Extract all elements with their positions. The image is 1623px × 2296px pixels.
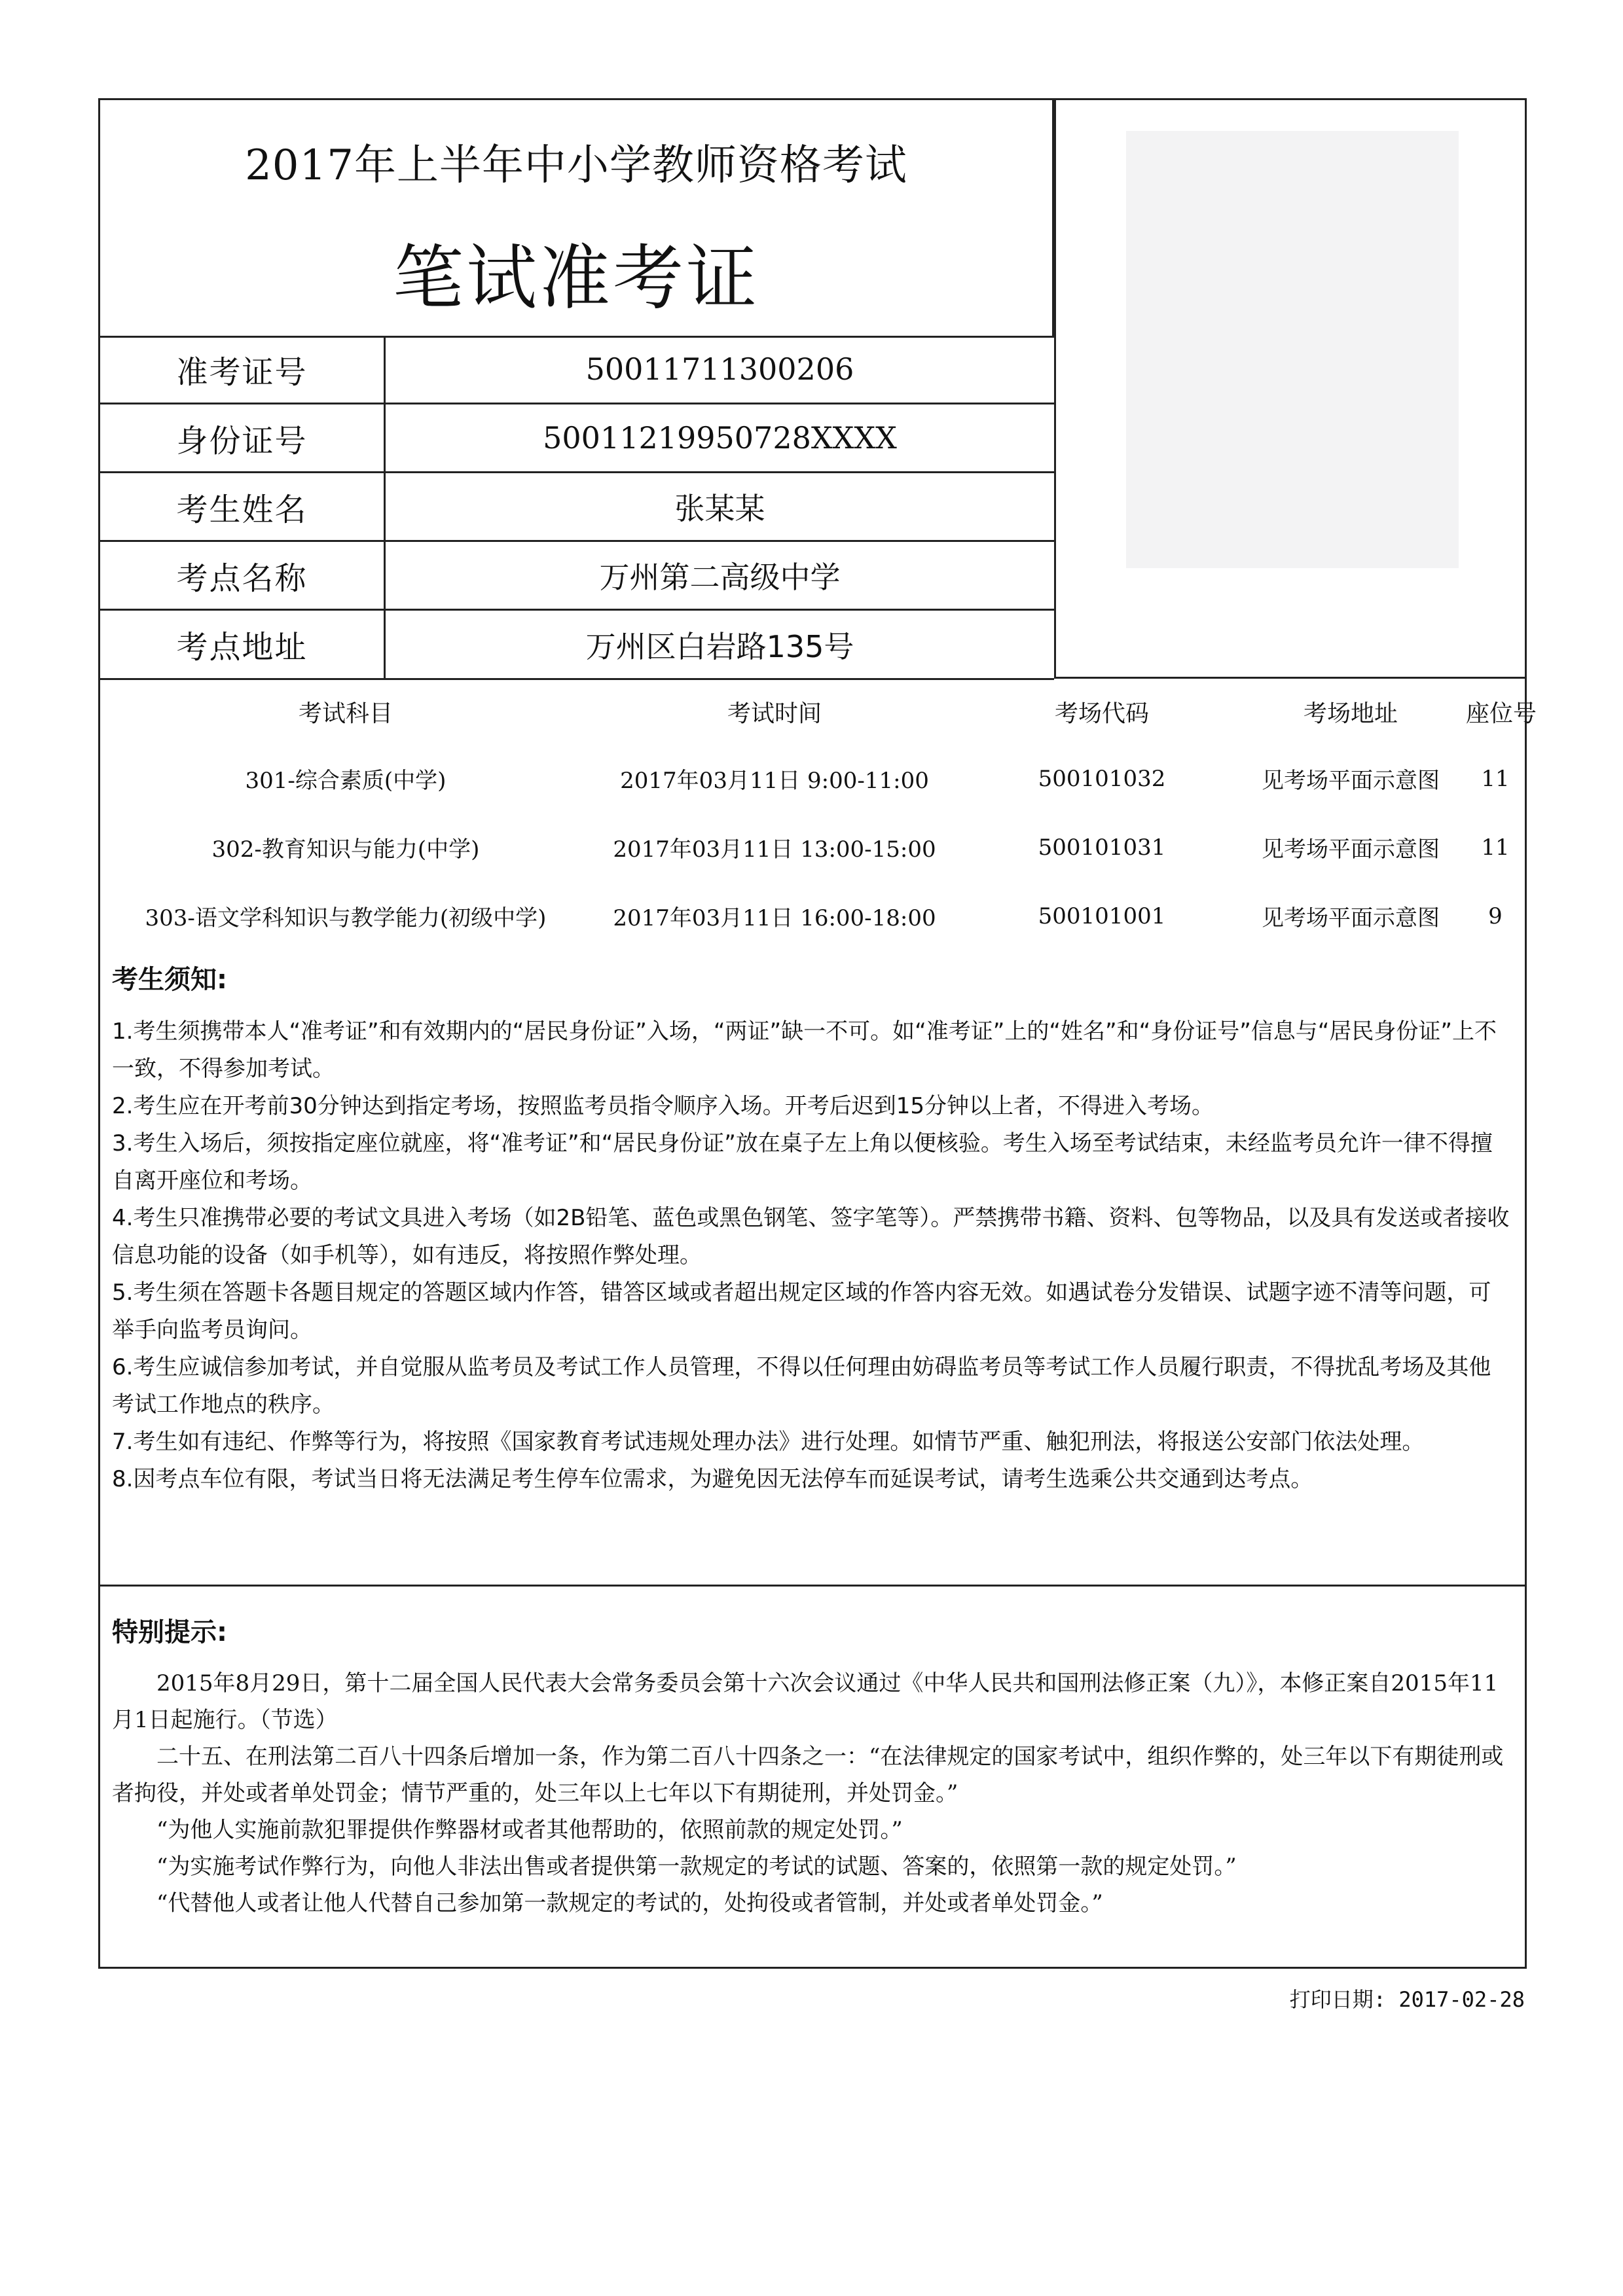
candidate-info-table bbox=[100, 336, 1054, 680]
table-row bbox=[100, 882, 1527, 950]
info-row-id-number bbox=[100, 404, 1054, 473]
subject-cell: 302-教育知识与能力(中学) bbox=[211, 836, 480, 863]
print-date: 打印日期: 2017-02-28 bbox=[1289, 1987, 1525, 2012]
column-header-room-address: 考场地址 bbox=[1303, 700, 1398, 727]
subject-cell: 303-语文学科知识与教学能力(初级中学) bbox=[145, 905, 547, 931]
subject-cell: 301-综合素质(中学) bbox=[245, 768, 447, 794]
info-row-candidate-name bbox=[100, 473, 1054, 542]
special-paragraph: 二十五、在刑法第二百八十四条后增加一条，作为第二百八十四条之一：“在法律规定的国家考试中，组织作弊的，处三年以下有期徒刑或者拘役，并处或者单处罚金；情节严重的，处三年以上七年以下有期徒刑，并处罚金。” bbox=[112, 1744, 1504, 1806]
candidate-notice bbox=[112, 1013, 1513, 1498]
seat-cell: 9 bbox=[1488, 903, 1503, 929]
exam-site-name-value: 万州第二高级中学 bbox=[599, 560, 841, 595]
exam-title: 2017年上半年中小学教师资格考试 bbox=[245, 141, 907, 190]
notice-item: 6.考生应诚信参加考试，并自觉服从监考员及考试工作人员管理，不得以任何理由妨碍监考员等考试工作人员履行职责，不得扰乱考场及其他考试工作地点的秩序。 bbox=[112, 1354, 1491, 1418]
notice-item: 2.考生应在开考前30分钟达到指定考场，按照监考员指令顺序入场。开考后迟到15分钟以上者，不得进入考场。 bbox=[112, 1093, 1214, 1119]
room-code-cell: 500101031 bbox=[1038, 834, 1166, 861]
candidate-photo-placeholder bbox=[1126, 131, 1459, 568]
column-header-subject: 考试科目 bbox=[298, 700, 393, 727]
column-header-time: 考试时间 bbox=[727, 700, 822, 727]
notice-item: 4.考生只准携带必要的考试文具进入考场（如2B铅笔、蓝色或黑色钢笔、签字笔等）。严禁携带书籍、资料、包等物品，以及具有发送或者接收信息功能的设备（如手机等），如有违反，将按照作弊处理。 bbox=[112, 1205, 1510, 1268]
photo-cell bbox=[1054, 100, 1527, 679]
seat-cell: 11 bbox=[1481, 765, 1510, 792]
ticket-title: 笔试准考证 bbox=[392, 238, 759, 319]
notice-item: 1.考生须携带本人“准考证”和有效期内的“居民身份证”入场，“两证”缺一不可。如“准考证”上的“姓名”和“身份证号”信息与“居民身份证”上不一致，不得参加考试。 bbox=[112, 1018, 1497, 1082]
notice-item: 5.考生须在答题卡各题目规定的答题区域内作答，错答区域或者超出规定区域的作答内容无效。如遇试卷分发错误、试题字迹不清等问题，可举手向监考员询问。 bbox=[112, 1280, 1491, 1343]
room-code-cell: 500101032 bbox=[1038, 765, 1166, 792]
id-number-value: 50011219950728XXXX bbox=[543, 420, 897, 456]
room-address-cell: 见考场平面示意图 bbox=[1262, 836, 1440, 863]
candidate-name-value: 张某某 bbox=[674, 491, 765, 526]
notice-item: 8.因考点车位有限，考试当日将无法满足考生停车位需求，为避免因无法停车而延误考试，请考生选乘公共交通到达考点。 bbox=[112, 1466, 1313, 1492]
room-address-cell: 见考场平面示意图 bbox=[1262, 768, 1440, 794]
info-label: 准考证号 bbox=[100, 336, 386, 403]
special-paragraph: “代替他人或者让他人代替自己参加第一款规定的考试的，处拘役或者管制，并处或者单处罚金。” bbox=[156, 1890, 1103, 1916]
special-notice-section bbox=[100, 1585, 1527, 1971]
notice-item: 3.考生入场后，须按指定座位就座，将“准考证”和“居民身份证”放在桌子左上角以便核验。考生入场至考试结束，未经监考员允许一律不得擅自离开座位和考场。 bbox=[112, 1130, 1493, 1194]
admission-ticket bbox=[98, 98, 1537, 1969]
special-paragraph: 2015年8月29日，第十二届全国人民代表大会常务委员会第十六次会议通过《中华人民共和国刑法修正案（九）》，本修正案自2015年11月1日起施行。（节选） bbox=[112, 1670, 1499, 1733]
table-header-row bbox=[100, 679, 1537, 744]
info-label: 考生姓名 bbox=[100, 473, 386, 540]
special-notice-heading: 特别提示: bbox=[112, 1617, 227, 1647]
time-cell: 2017年03月11日 13:00-15:00 bbox=[613, 836, 936, 863]
time-cell: 2017年03月11日 16:00-18:00 bbox=[613, 905, 936, 931]
column-header-room-code: 考场代码 bbox=[1054, 700, 1149, 727]
ticket-header bbox=[100, 100, 1054, 338]
info-label: 考点名称 bbox=[100, 542, 386, 609]
ticket-number-value: 50011711300206 bbox=[585, 351, 854, 387]
exam-schedule-table bbox=[100, 679, 1537, 950]
info-label: 考点地址 bbox=[100, 611, 386, 678]
special-paragraph: “为实施考试作弊行为，向他人非法出售或者提供第一款规定的考试的试题、答案的，依照第一款的规定处罚。” bbox=[156, 1854, 1237, 1880]
room-address-cell: 见考场平面示意图 bbox=[1262, 905, 1440, 931]
info-row-exam-site-name bbox=[100, 542, 1054, 611]
notice-heading: 考生须知: bbox=[112, 965, 227, 995]
info-row-exam-site-address bbox=[100, 611, 1054, 680]
special-paragraph: “为他人实施前款犯罪提供作弊器材或者其他帮助的，依照前款的规定处罚。” bbox=[156, 1817, 903, 1843]
column-header-seat: 座位号 bbox=[1465, 700, 1537, 727]
info-row-ticket-number bbox=[100, 336, 1054, 404]
time-cell: 2017年03月11日 9:00-11:00 bbox=[620, 768, 929, 794]
exam-site-address-value: 万州区白岩路135号 bbox=[585, 628, 854, 664]
table-row bbox=[100, 744, 1527, 813]
info-label: 身份证号 bbox=[100, 404, 386, 471]
room-code-cell: 500101001 bbox=[1038, 903, 1166, 929]
table-row bbox=[100, 813, 1527, 882]
notice-item: 7.考生如有违纪、作弊等行为，将按照《国家教育考试违规处理办法》进行处理。如情节严重、触犯刑法，将报送公安部门依法处理。 bbox=[112, 1429, 1425, 1455]
seat-cell: 11 bbox=[1481, 834, 1510, 861]
special-notice-text bbox=[112, 1665, 1513, 1922]
